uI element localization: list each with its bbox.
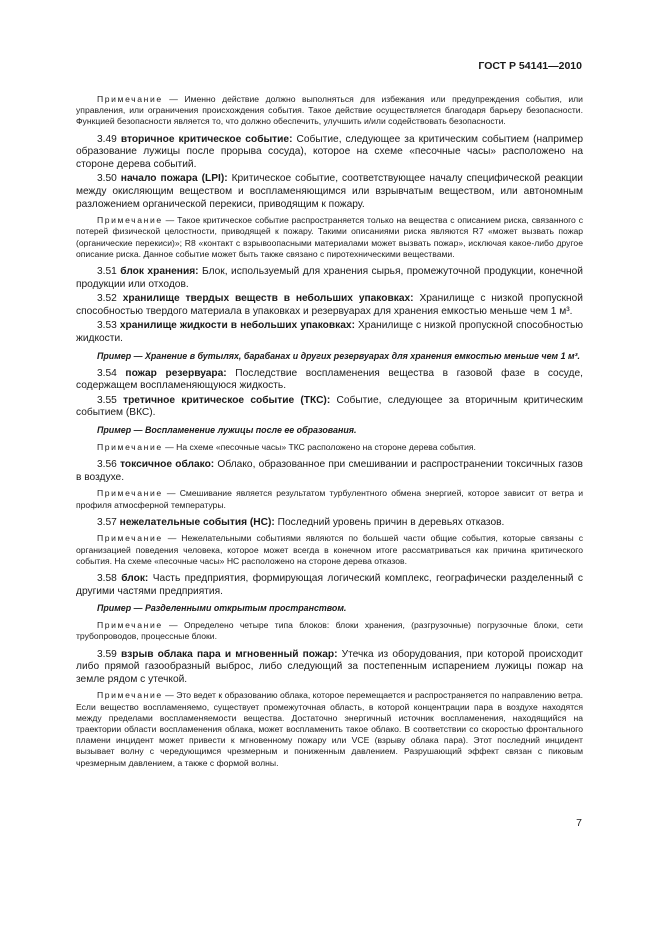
term: пожар резервуара: — [125, 367, 227, 379]
note-label: Примечание — [97, 533, 163, 544]
note-text: Определено четыре типа блоков: блоки хранения, (разгрузочные) погрузочные блоки, сети трубопроводов, процессные блоки. — [76, 620, 583, 642]
note-text: Смешивание является результатом турбулентного обмена энергией, которое зависит от ветра и профиля атмосферной температуры. — [76, 488, 583, 510]
note-paragraph: Примечание — Смешивание является результатом турбулентного обмена энергией, которое зависит от ветра и профиля атмосферной температуры. — [76, 488, 583, 510]
term: блок хранения: — [120, 265, 199, 277]
definition-3-56 — [76, 459, 583, 484]
note-paragraph: Примечание — Такое критическое событие распространяется только на вещества с описанием риска, связанного с потерей физической целостности, приводящей к пожару. Такими описаниями риска являются R7 «может вызвать пожар (органические перекиси)»; R8 «контакт с взрывоопасными материалами может вызвать пожар», исключая какое-либо другое описание риска. Данное событие может быть также связано с пиротехническими веществами. — [76, 215, 584, 259]
definition-text: Последствие воспламенения вещества в газовой фазе в сосуде, содержащем воспламеняющуюся жидкость. — [76, 367, 583, 392]
note-text: Нежелательными событиями являются по большей части общие события, которые связаны с организацией поведения человека, которое может всегда в конечном итоге рассматриваться как причина критического события. На схеме «песочные часы» НС расположено на стороне дерева отказов. — [76, 533, 583, 566]
note-paragraph: Примечание — На схеме «песочные часы» ТКС расположено на стороне дерева события. — [97, 441, 476, 452]
note-paragraph: Примечание — Определено четыре типа блоков: блоки хранения, (разгрузочные) погрузочные блоки, сети трубопроводов, процессные блоки. — [76, 620, 583, 642]
note-label: Примечание — [97, 215, 163, 226]
definition-text: Хранилище с низкой пропускной способностью твердого материала в упаковках и резервуарах для хранения емкостью меньше чем 1 м³. — [76, 293, 583, 317]
clause-number: 3.53 — [97, 320, 117, 332]
example-paragraph: Пример — Воспламенение лужицы после ее образования. — [97, 424, 357, 435]
note-label: Примечание — [97, 620, 163, 631]
definition-text: Событие, следующее за критическим событием (например образование лужицы после прорыва сосуда), которое на схеме «песочные часы» расположено на стороне дерева событий. — [76, 133, 583, 170]
term: токсичное облако: — [120, 459, 215, 471]
page-number: 7 — [576, 817, 582, 829]
definition-3-55 — [76, 395, 583, 420]
clause-number: 3.59 — [97, 648, 117, 660]
clause-number: 3.54 — [97, 367, 117, 379]
term: третичное критическое событие (ТКС): — [123, 394, 331, 406]
definition-text: Облако, образованное при смешивании и распространении токсичных газов в воздухе. — [76, 459, 583, 483]
clause-number: 3.51 — [97, 265, 117, 277]
term: хранилище жидкости в небольших упаковках: — [119, 320, 355, 332]
definition-3-59 — [76, 649, 583, 687]
clause-number: 3.58 — [97, 572, 117, 584]
example-paragraph: Пример — Хранение в бутылях, барабанах и других резервуарах для хранения емкостью меньше чем 1 м³. — [97, 350, 580, 361]
clause-number: 3.57 — [97, 516, 117, 528]
note-text: Такое критическое событие распространяется только на вещества с описанием риска, связанного с потерей физической целостности, приводящей к пожару. Такими описаниями риска являются R7 «может вызвать пожар (органические перекиси)»; R8 «контакт с взрывоопасными материалами может вызвать пожар», исключая какое-либо другое описание риска. Данное событие может быть также связано с пиротехническими веществами. — [76, 215, 584, 259]
definition-text: Утечка из оборудования, при которой происходит либо прямой газообразный выброс, либо следующий за постепенным испарением лужицы пожар на земле рядом с утечкой. — [76, 648, 583, 685]
definition-3-58 — [76, 573, 583, 598]
definition-3-52 — [76, 293, 583, 318]
standard-header: ГОСТ Р 54141—2010 — [478, 60, 582, 72]
note-label: Примечание — [97, 94, 163, 104]
note-label: Примечание — [97, 488, 163, 499]
clause-number: 3.56 — [97, 459, 117, 471]
clause-number: 3.49 — [97, 133, 117, 145]
definition-3-53 — [76, 320, 583, 345]
definition-3-49 — [76, 134, 583, 172]
definition-text: Событие, следующее за вторичным критическим событием (ВКС). — [76, 394, 583, 419]
definition-text: Критическое событие, соответствующее началу специфической реакции между окисляющим веществом и воспламеняющимся или взрывчатым веществом, или автономным разложением органической перекиси, приводящим к пожару. — [76, 173, 583, 210]
note-label: Примечание — [97, 690, 163, 701]
term: начало пожара (LPI): — [120, 173, 228, 185]
page-content — [76, 90, 583, 775]
example-paragraph: Пример — Разделенными открытым пространством. — [97, 603, 347, 614]
definition-text: Блок, используемый для хранения сырья, промежуточной продукции, конечной продукции или отходов. — [76, 265, 583, 290]
note-paragraph: Примечание — Именно действие должно выполняться для избежания или предупреждения события, или управления, или ограничения происхождения события. Такое действие осуществляется благодаря барьеру безопасности. Функцией безопасности является то, что должно обеспечить, улучшить и/или содействовать безопасности. — [76, 94, 583, 127]
note-text: На схеме «песочные часы» ТКС расположено на стороне дерева события. — [176, 441, 476, 452]
definition-3-57 — [76, 517, 583, 530]
term: хранилище твердых веществ в небольших упаковках: — [122, 293, 414, 305]
term: нежелательные события (НС): — [119, 516, 275, 528]
term: взрыв облака пара и мгновенный пожар: — [120, 648, 338, 660]
term: блок: — [121, 572, 149, 584]
definition-text: Последний уровень причин в деревьях отказов. — [274, 516, 505, 528]
definition-text: Часть предприятия, формирующая логический комплекс, географически разделенный с другими частями предприятия. — [76, 572, 583, 597]
definition-3-50 — [76, 173, 583, 211]
clause-number: 3.55 — [97, 394, 117, 406]
definition-3-51 — [76, 266, 583, 291]
note-paragraph: Примечание — Это ведет к образованию облака, которое перемещается и распространяется по направлению ветра. Если вещество воспламеняемо, существует промежуточная область, в которой концентрации пара в воздухе находятся между пределами воспламеняемости вещества. Достаточно энергичный источник воспламенения, находящийся на траектории области воспламенения облака, может воспламенить такое облако. В соответствии со скоростью фронтального пламени инцидент может привести к мгновенному пожару или VCE (взрыву облака пара). Этот последний инцидент вызывает волну с чередующимся чрезмерным и пониженным давлением. Разрушающий эффект связан с пиковым чрезмерным давлением, а также с формой волны. — [76, 690, 583, 768]
note-label: Примечание — [97, 441, 163, 452]
clause-number: 3.52 — [97, 293, 117, 305]
definition-text: Хранилище с низкой пропускной способностью жидкости. — [76, 320, 583, 344]
note-paragraph: Примечание — Нежелательными событиями являются по большей части общие события, которые связаны с организацией поведения человека, которое может всегда в конечном итоге рассматриваться как причина критического события. На схеме «песочные часы» НС расположено на стороне дерева отказов. — [76, 533, 583, 566]
note-text: Это ведет к образованию облака, которое перемещается и распространяется по направлению ветра. Если вещество воспламеняемо, существует промежуточная область, в которой концентрации пара в воздухе находятся между пределами воспламеняемости вещества. Достаточно энергичный источник воспламенения, находящийся на траектории области воспламенения облака, может воспламенить такое облако. В соответствии со скоростью фронтального пламени инцидент может привести к мгновенному пожару или VCE (взрыву облака пара). Этот последний инцидент вызывает волну с чередующимся чрезмерным и пониженным давлением. Разрушающий эффект связан с пиковым чрезмерным давлением, а также с формой волны. — [76, 690, 583, 768]
term: вторичное критическое событие: — [120, 133, 293, 145]
clause-number: 3.50 — [97, 173, 117, 185]
definition-3-54 — [76, 368, 583, 393]
note-text: Именно действие должно выполняться для избежания или предупреждения события, или управления, или ограничения происхождения события. Такое действие осуществляется благодаря барьеру безопасности. Функцией безопасности является то, что должно обеспечить, улучшить и/или содействовать безопасности. — [76, 94, 583, 127]
